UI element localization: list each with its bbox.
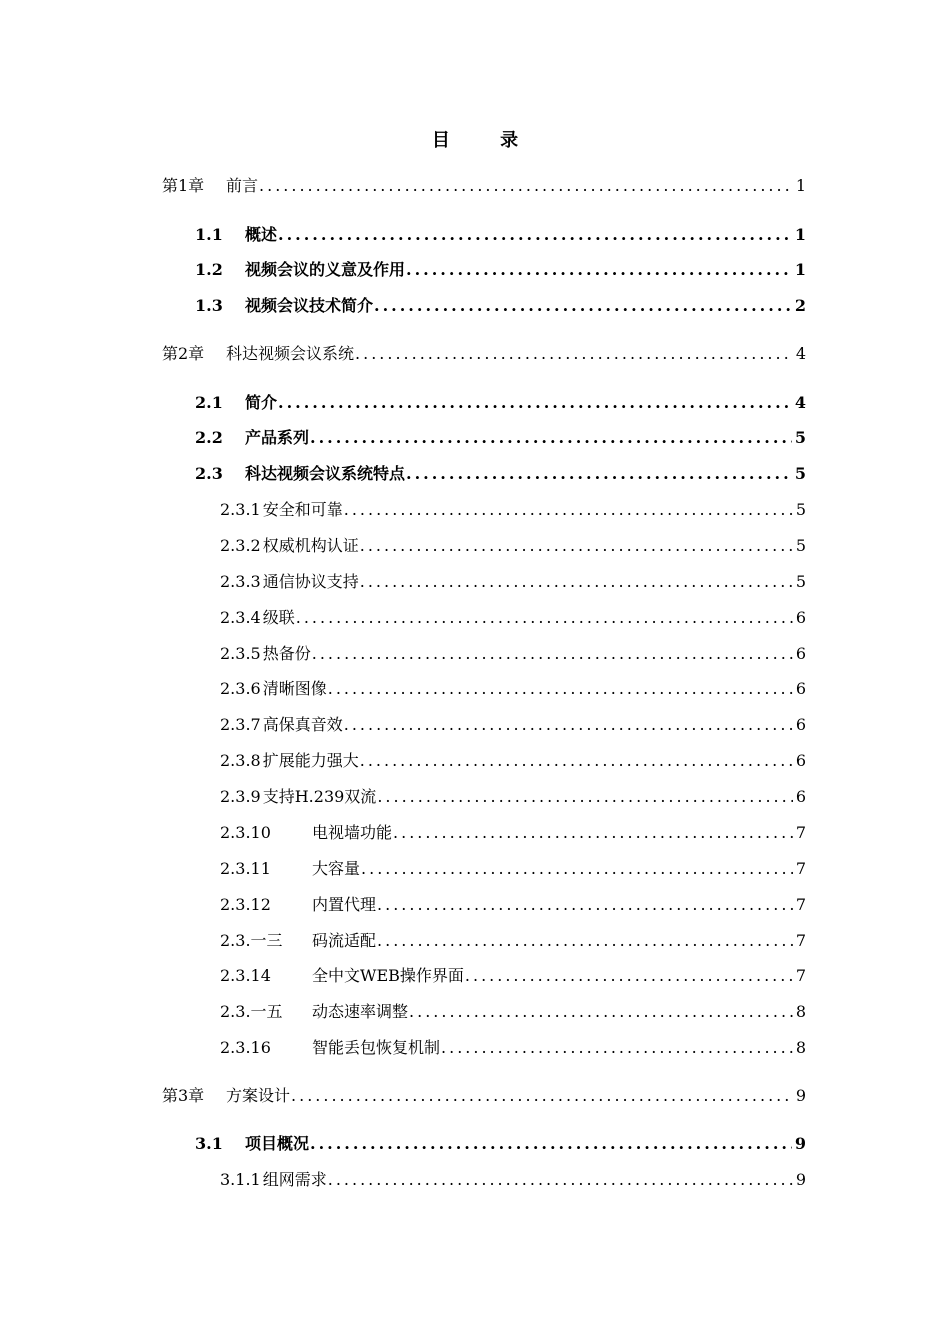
toc-entry-page: 7 — [795, 966, 806, 985]
toc-entry-number: 2.3.9 — [220, 787, 261, 806]
toc-entry-page: 9 — [794, 1134, 806, 1153]
toc-entry-number: 2.3.3 — [220, 572, 261, 591]
toc-entry-title: 项目概况 — [245, 1134, 310, 1153]
toc-entry-chapter-1[interactable] — [162, 173, 806, 199]
toc-entry-page: 9 — [795, 1086, 806, 1105]
toc-entry-chapter-3[interactable] — [162, 1083, 806, 1109]
toc-entry-number: 2.3.8 — [220, 751, 261, 770]
toc-entry-page: 4 — [795, 344, 806, 363]
toc-entry-title: 通信协议支持 — [262, 572, 359, 591]
toc-entry-page: 4 — [794, 393, 806, 412]
toc-entry-section-1-1[interactable] — [195, 222, 806, 248]
toc-entry-page: 6 — [795, 715, 806, 734]
toc-entry-number: 3.1.1 — [220, 1170, 261, 1189]
toc-entry-subsection-2-3-4[interactable] — [220, 605, 806, 631]
toc-entry-page: 5 — [795, 536, 806, 555]
toc-entry-page: 2 — [794, 296, 806, 315]
toc-entry-page: 6 — [795, 608, 806, 627]
toc-entry-subsection-2-3-12[interactable] — [220, 892, 806, 918]
toc-entry-number: 第3章 — [162, 1086, 205, 1105]
toc-entry-page: 6 — [795, 751, 806, 770]
toc-entry-page: 7 — [795, 895, 806, 914]
dot-leader — [312, 641, 793, 667]
toc-entry-page: 9 — [795, 1170, 806, 1189]
dot-leader — [393, 820, 793, 846]
toc-entry-number: 1.2 — [195, 260, 223, 279]
toc-entry-number: 2.3.10 — [220, 823, 271, 842]
toc-entry-page: 5 — [795, 572, 806, 591]
dot-leader — [355, 341, 793, 367]
toc-entry-number: 2.3.16 — [220, 1038, 271, 1057]
toc-entry-subsection-2-3-10[interactable] — [220, 820, 806, 846]
toc-entry-subsection-2-3-13[interactable] — [220, 928, 806, 954]
dot-leader — [296, 605, 793, 631]
toc-entry-number: 2.3.6 — [220, 679, 261, 698]
toc-entry-section-2-3[interactable] — [195, 461, 806, 487]
toc-entry-page: 7 — [795, 931, 806, 950]
toc-entry-subsection-2-3-3[interactable] — [220, 569, 806, 595]
toc-entry-number: 3.1 — [195, 1134, 223, 1153]
toc-entry-number: 1.1 — [195, 225, 223, 244]
toc-entry-title: 高保真音效 — [262, 715, 343, 734]
toc-entry-number: 2.3.14 — [220, 966, 271, 985]
dot-leader — [278, 222, 792, 248]
dot-leader — [259, 173, 793, 199]
toc-entry-number: 第2章 — [162, 344, 205, 363]
toc-entry-page: 1 — [794, 260, 806, 279]
dot-leader — [377, 928, 793, 954]
toc-entry-chapter-2[interactable] — [162, 341, 806, 367]
dot-leader — [328, 676, 793, 702]
toc-entry-title: 清晰图像 — [262, 679, 327, 698]
dot-leader — [328, 1167, 793, 1193]
toc-entry-number: 2.3.12 — [220, 895, 271, 914]
toc-entry-title: 智能丢包恢复机制 — [312, 1038, 441, 1057]
toc-entry-page: 8 — [795, 1002, 806, 1021]
toc-entry-subsection-2-3-9[interactable] — [220, 784, 806, 810]
toc-entry-number: 2.3.5 — [220, 644, 261, 663]
toc-entry-subsection-3-1-1[interactable] — [220, 1167, 806, 1193]
toc-entry-title: 全中文WEB操作界面 — [312, 966, 464, 985]
toc-entry-number: 1.3 — [195, 296, 223, 315]
toc-entry-title: 级联 — [262, 608, 295, 627]
toc-entry-page: 8 — [795, 1038, 806, 1057]
toc-entry-title: 内置代理 — [312, 895, 377, 914]
dot-leader — [441, 1035, 793, 1061]
toc-entry-title: 组网需求 — [262, 1170, 327, 1189]
page-title: 目 录 — [431, 130, 541, 151]
toc-entry-number: 2.3.7 — [220, 715, 261, 734]
toc-entry-title: 视频会议的义意及作用 — [245, 260, 406, 279]
toc-entry-title: 概述 — [245, 225, 278, 244]
dot-leader — [344, 497, 793, 523]
toc-entry-page: 6 — [795, 644, 806, 663]
dot-leader — [310, 425, 792, 451]
dot-leader — [344, 712, 793, 738]
dot-leader — [377, 892, 793, 918]
toc-entry-title: 支持H.239双流 — [262, 787, 377, 806]
dot-leader — [465, 963, 793, 989]
toc-entry-subsection-2-3-14[interactable] — [220, 963, 806, 989]
toc-entry-section-3-1[interactable] — [195, 1131, 806, 1157]
toc-entry-page: 1 — [794, 225, 806, 244]
toc-entry-number: 第1章 — [162, 176, 205, 195]
dot-leader — [409, 999, 793, 1025]
toc-entry-subsection-2-3-11[interactable] — [220, 856, 806, 882]
toc-entry-number: 2.3 — [195, 464, 223, 483]
toc-entry-number: 2.3.4 — [220, 608, 261, 627]
toc-entry-number: 2.3.一五 — [220, 1002, 283, 1021]
toc-entry-subsection-2-3-16[interactable] — [220, 1035, 806, 1061]
dot-leader — [278, 390, 792, 416]
dot-leader — [291, 1083, 793, 1109]
dot-leader — [374, 293, 792, 319]
toc-entry-title: 动态速率调整 — [312, 1002, 409, 1021]
toc-entry-title: 前言 — [226, 176, 259, 195]
toc-entry-page: 1 — [795, 176, 806, 195]
dot-leader — [360, 533, 793, 559]
toc-entry-title: 热备份 — [262, 644, 311, 663]
toc-entry-page: 5 — [794, 464, 806, 483]
toc-entry-title: 大容量 — [312, 859, 361, 878]
toc-entry-page: 6 — [795, 787, 806, 806]
dot-leader — [310, 1131, 792, 1157]
toc-entry-page: 6 — [795, 679, 806, 698]
toc-entry-section-1-2[interactable] — [195, 257, 806, 283]
toc-entry-page: 7 — [795, 859, 806, 878]
toc-entry-section-1-3[interactable] — [195, 293, 806, 319]
dot-leader — [406, 461, 792, 487]
dot-leader — [360, 569, 793, 595]
dot-leader — [360, 748, 793, 774]
toc-entry-page: 5 — [795, 500, 806, 519]
toc-entry-subsection-2-3-2[interactable] — [220, 533, 806, 559]
toc-entry-title: 方案设计 — [226, 1086, 291, 1105]
dot-leader — [361, 856, 793, 882]
toc-entry-title: 科达视频会议系统 — [226, 344, 355, 363]
toc-entry-number: 2.3.11 — [220, 859, 271, 878]
toc-entry-subsection-2-3-6[interactable] — [220, 676, 806, 702]
toc-entry-title: 科达视频会议系统特点 — [245, 464, 406, 483]
toc-entry-subsection-2-3-5[interactable] — [220, 641, 806, 667]
toc-entry-number: 2.2 — [195, 428, 223, 447]
toc-entry-number: 2.3.2 — [220, 536, 261, 555]
toc-entry-number: 2.3.一三 — [220, 931, 283, 950]
toc-entry-title: 码流适配 — [312, 931, 377, 950]
toc-entry-title: 视频会议技术简介 — [245, 296, 374, 315]
toc-entry-subsection-2-3-15[interactable] — [220, 999, 806, 1025]
toc-entry-subsection-2-3-1[interactable] — [220, 497, 806, 523]
toc-entry-title: 安全和可靠 — [262, 500, 343, 519]
toc-entry-section-2-2[interactable] — [195, 425, 806, 451]
toc-entry-title: 权威机构认证 — [262, 536, 359, 555]
toc-entry-title: 产品系列 — [245, 428, 310, 447]
toc-entry-title: 扩展能力强大 — [262, 751, 359, 770]
toc-entry-title: 简介 — [245, 393, 278, 412]
toc-entry-number: 2.1 — [195, 393, 223, 412]
toc-entry-section-2-1[interactable] — [195, 390, 806, 416]
toc-entry-subsection-2-3-7[interactable] — [220, 712, 806, 738]
toc-entry-page: 5 — [794, 428, 806, 447]
toc-entry-page: 7 — [795, 823, 806, 842]
toc-entry-number: 2.3.1 — [220, 500, 261, 519]
toc-entry-title: 电视墙功能 — [312, 823, 393, 842]
toc-entry-subsection-2-3-8[interactable] — [220, 748, 806, 774]
dot-leader — [377, 784, 793, 810]
dot-leader — [406, 257, 792, 283]
